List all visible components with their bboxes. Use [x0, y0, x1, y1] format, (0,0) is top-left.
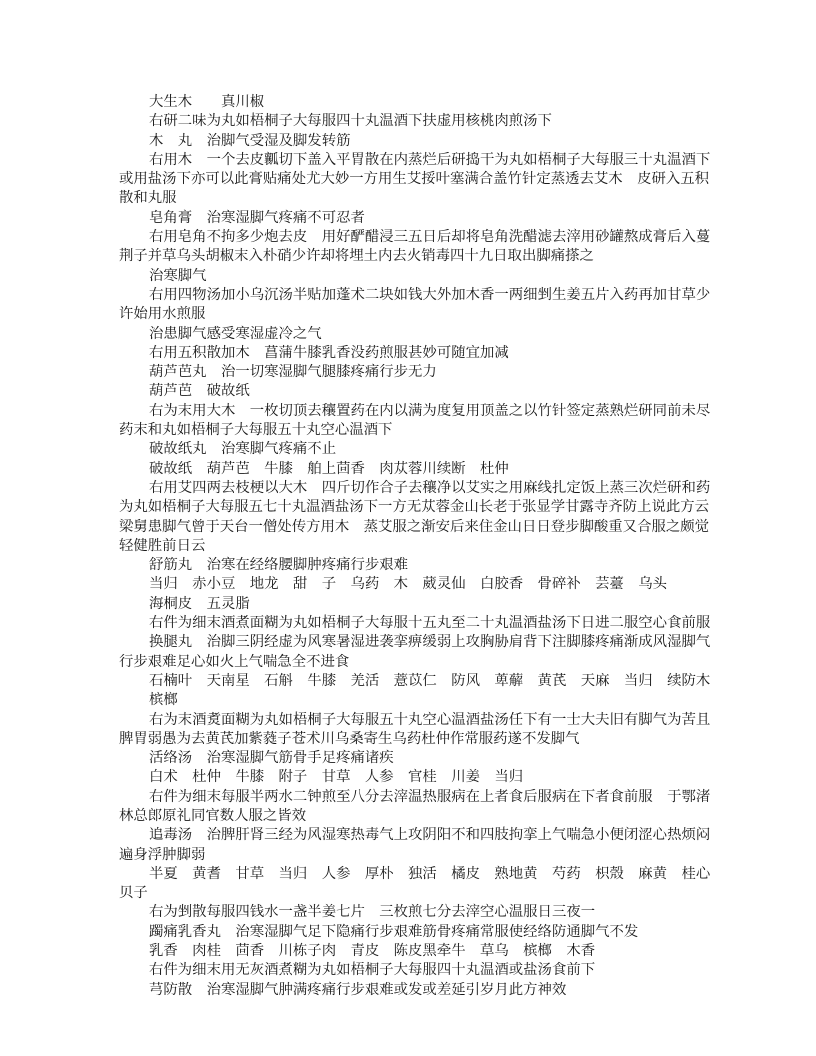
text-line: 林总郎原礼同官数人服之皆效: [119, 807, 307, 824]
text-line: 右用艾四两去枝梗以大木 四斤切作合子去穰净以艾实之用麻线扎定饭上蒸三次烂研和药: [149, 479, 711, 496]
formula-heading: 木 丸 治脚气受湿及脚发转筋: [149, 132, 351, 149]
ingredient-list: 贝子: [119, 885, 148, 902]
text-line: 脾胃弱愚为去黄芪加紫蕤子苍术川乌桑寄生乌药杜仲作常服药遂不发脚气: [119, 730, 580, 747]
text-line: 或用盐汤下亦可以此膏贴痛处尤大妙一方用生艾挼叶塞满合盖竹针定蒸透去艾木 皮研入五积: [119, 171, 710, 188]
text-line: 右件为细末每服半两水二钟煎至八分去滓温热服病在上者食后服病在下者食前服 于鄂渚: [149, 788, 711, 805]
formula-heading: 破故纸丸 治寒脚气疼痛不止: [149, 441, 337, 458]
ingredient-list: 破故纸 葫芦芭 牛膝 舶上茴香 肉苁蓉川续断 杜仲: [149, 460, 509, 477]
ingredient-list: 半夏 黄耆 甘草 当归 人参 厚朴 独活 橘皮 熟地黄 芍药 枳殼 麻黄 桂心: [149, 865, 711, 882]
text-line: 右用皂角不拘多少炮去皮 用好酽醋浸三五日后却将皂角洗醋滤去滓用砂罐熬成膏后入蔓: [149, 229, 711, 246]
text-line: 右用四物汤加小乌沉汤半贴加蓬术二块如钱大外加木香一两细剉生姜五片入药再加甘草少: [149, 286, 711, 303]
text-line: 许始用水煎服: [119, 306, 206, 323]
text-line: 药末和丸如梧桐子大每服五十丸空心温酒下: [119, 422, 393, 439]
text-line: 右为末酒煑面糊为丸如梧桐子大每服五十丸空心温酒盐汤任下有一士大夫旧有脚气为苦且: [149, 711, 711, 728]
text-line: 行步艰难足心如火上气喘急全不进食: [119, 653, 350, 670]
text-line: 散和丸服: [119, 190, 177, 207]
text-line: 轻健胜前日云: [119, 537, 206, 554]
text-line: 右件为细末用无灰酒煮糊为丸如梧桐子大每服四十丸温酒或盐汤食前下: [149, 962, 596, 979]
text-line: 遍身浮肿脚弱: [119, 846, 206, 863]
ingredient-list: 当归 赤小豆 地龙 甜 子 乌药 木 葳灵仙 白胶香 骨碎补 芸薹 乌头: [149, 576, 668, 593]
formula-heading: 躅痛乳香丸 治寒湿脚气足下隐痛行步艰难筋骨疼痛常服使经络防通脚气不发: [149, 923, 639, 940]
ingredient-list: 槟榔: [149, 692, 178, 709]
formula-heading: 追毒汤 治脾肝肾三经为风湿寒热毒气上攻阴阳不和四肢拘挛上气喘急小便闭涩心热烦闷: [149, 827, 711, 844]
ingredient-list: 白术 杜仲 牛膝 附子 甘草 人参 官桂 川姜 当归: [149, 769, 524, 786]
ingredient-list: 葫芦芭 破故纸: [149, 383, 250, 400]
formula-heading: 皂角膏 治寒湿脚气疼痛不可忍者: [149, 209, 365, 226]
formula-heading: 芎防散 治寒湿脚气肿满疼痛行步艰难或发或差延引岁月此方神效: [149, 981, 567, 998]
text-line: 为丸如梧桐子大每服五七十丸温酒盐汤下一方无苁蓉金山长老于张显学甘露寺齐防上说此方云: [119, 499, 710, 516]
ingredient-list: 石楠叶 天南星 石斛 牛膝 羌活 薏苡仁 防风 萆薢 黄芪 天麻 当归 续防木: [149, 672, 711, 689]
formula-heading: 治患脚气感受寒湿虚冷之气: [149, 325, 322, 342]
formula-heading: 活络汤 治寒湿脚气筋骨手足疼痛诸疾: [149, 750, 394, 767]
formula-heading: 舒筋丸 治寒在经络腰脚肿疼痛行步艰难: [149, 557, 409, 574]
text-line: 右用五积散加木 菖蒲牛膝乳香没药煎服甚妙可随宜加减: [149, 344, 509, 361]
text-line: 大生木 真川椒: [149, 94, 265, 110]
text-line: 右用木 一个去皮瓤切下盖入平胃散在内蒸烂后研捣干为丸如梧桐子大每服三十丸温酒下: [149, 151, 711, 168]
ingredient-list: 乳香 肉桂 茴香 川栋子肉 青皮 陈皮黑牵牛 草乌 槟榔 木香: [149, 943, 596, 960]
text-line: 右件为细末酒煮面糊为丸如梧桐子大每服十五丸至二十丸温酒盐汤下日进二服空心食前服: [149, 615, 711, 632]
text-line: 右为剉散每服四钱水一盏半姜七片 三枚煎七分去滓空心温服日三夜一: [149, 904, 596, 921]
text-line: 右为末用大木 一枚切顶去穰置药在内以满为度复用顶盖之以竹针签定蒸熟烂研同前未尽: [149, 402, 711, 419]
formula-heading: 葫芦芭丸 治一切寒湿脚气腿膝疼痛行步无力: [149, 364, 437, 381]
text-line: 荆子并草乌头胡椒末入朴硝少许却将埋土内去火销毒四十九日取出脚痛搽之: [119, 248, 594, 265]
ingredient-list: 海桐皮 五灵脂: [149, 595, 250, 612]
formula-heading: 治寒脚气: [149, 267, 207, 284]
formula-heading: 换腿丸 治脚三阴经虚为风寒暑湿进袭挛痹缓弱上攻胸胁肩背下注脚膝疼痛渐成风湿脚气: [149, 634, 711, 651]
text-line: 右研二味为丸如梧桐子大每服四十丸温酒下扶虚用核桃肉煎汤下: [149, 113, 552, 130]
document-page: [119, 93, 709, 1000]
text-line: 梁舅患脚气曾于天台一僧处传方用木 蒸艾服之渐安后来住金山日日登步脚酸重又合服之颇觉: [119, 518, 710, 535]
